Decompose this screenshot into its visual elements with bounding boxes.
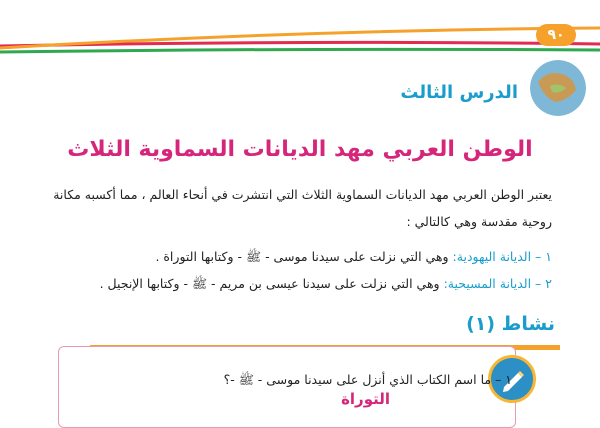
item-term: الديانة اليهودية: [452, 249, 532, 264]
item-term: الديانة المسيحية: [443, 276, 532, 291]
intro-line-2: روحية مقدسة وهي كالتالي : [406, 214, 552, 229]
globe-icon [530, 60, 586, 116]
list-item [155, 248, 552, 266]
item-number: ٢ – [535, 276, 552, 291]
activity-title: نشاط (١) [466, 313, 555, 335]
item-text: وهي التي نزلت على سيدنا عيسى بن مريم - ﷺ - وكتابها الإنجيل . [99, 276, 440, 291]
item-number: ١ – [535, 249, 552, 264]
item-text: وهي التي نزلت على سيدنا موسى - ﷺ - وكتابها التوراة . [155, 249, 449, 264]
activity-answer: التوراة [341, 390, 390, 408]
page-title: الوطن العربي مهد الديانات السماوية الثلاث [67, 137, 533, 162]
activity-question: ١ – ما اسم الكتاب الذي أنزل على سيدنا موسى - ﷺ -؟ [223, 372, 512, 387]
list-item [100, 275, 552, 293]
page-number: ٩٠ [536, 24, 576, 46]
intro-line-1: يعتبر الوطن العربي مهد الديانات السماوية الثلاث التي انتشرت في أنحاء العالم ، مما أكسبه مكانة [53, 187, 552, 202]
lesson-label: الدرس الثالث [400, 82, 518, 103]
header-decorative-band [0, 0, 600, 70]
